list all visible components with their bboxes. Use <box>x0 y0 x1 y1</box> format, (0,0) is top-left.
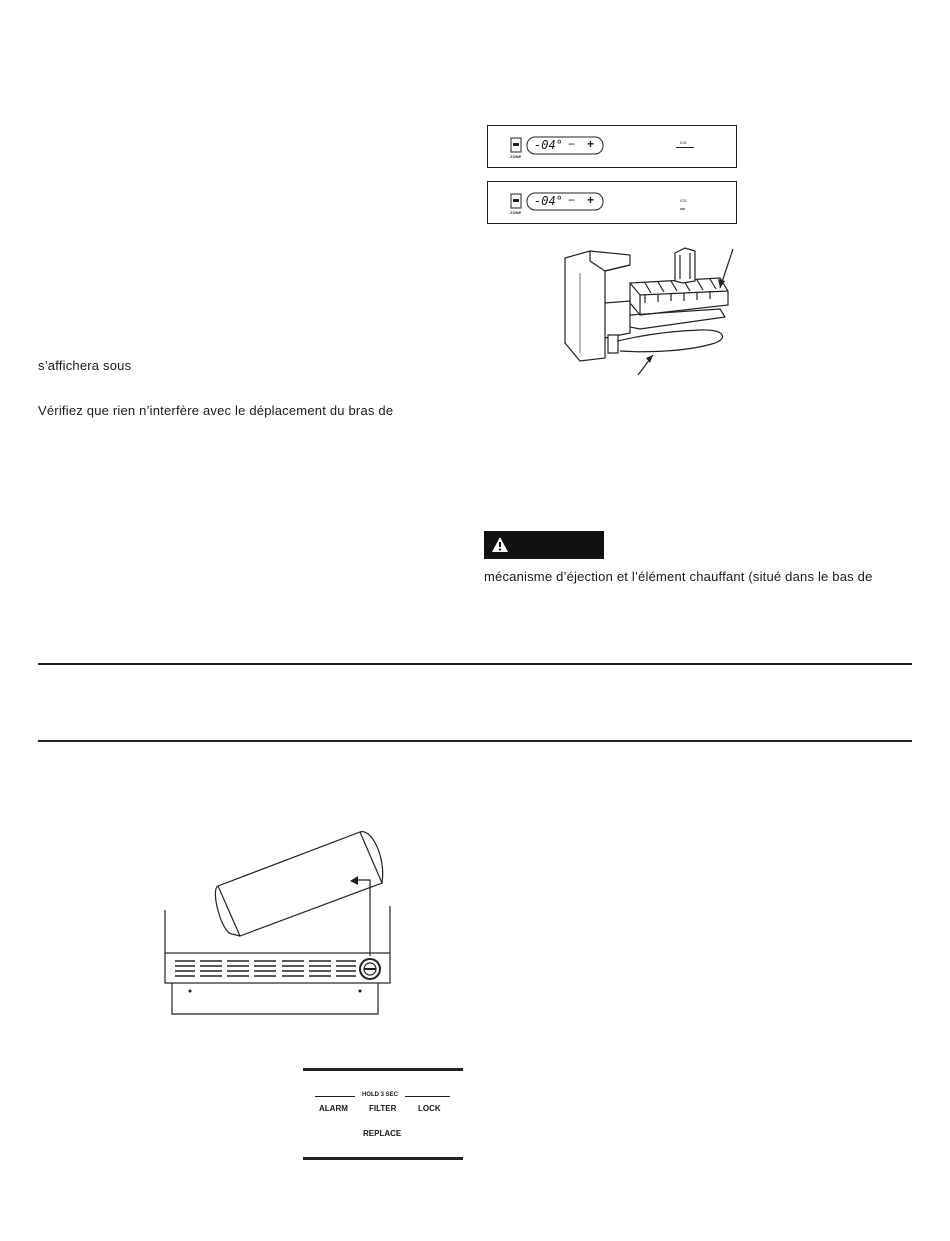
replace-indicator: REPLACE <box>363 1129 402 1138</box>
hold-line-right <box>405 1096 450 1097</box>
alarm-button[interactable]: ALARM <box>319 1104 348 1113</box>
temp-readout-2: -04° <box>534 194 563 208</box>
section-divider-top <box>38 663 912 665</box>
plus-button-2[interactable]: + <box>587 193 595 207</box>
display-panel-1-drawing <box>488 126 736 167</box>
instruction-text-2: Vérifiez que rien n’interfère avec le déplacement du bras de <box>38 403 394 418</box>
hold-label: HOLD 3 SEC <box>362 1092 399 1098</box>
ice-label-2: ICE <box>680 198 687 203</box>
display-panel-1 <box>487 125 737 168</box>
ice-label-1: ICE <box>680 140 687 145</box>
warning-triangle-icon <box>491 536 509 553</box>
display-panel-2 <box>487 181 737 224</box>
zone-label-2: ZONE <box>510 210 522 215</box>
zone-label-1: ZONE <box>510 154 522 159</box>
warning-banner <box>484 531 604 559</box>
minus-button-1[interactable]: − <box>568 137 576 151</box>
temp-readout-1: -04° <box>534 138 563 152</box>
control-panel-top-border <box>303 1068 463 1071</box>
control-panel-bottom-border <box>303 1157 463 1160</box>
filter-button[interactable]: FILTER <box>369 1104 397 1113</box>
instruction-text-1: s’affichera sous <box>38 358 132 373</box>
ice-maker-illustration <box>550 243 750 378</box>
plus-button-1[interactable]: + <box>587 137 595 151</box>
ice-indicator-line <box>676 147 694 148</box>
lock-button[interactable]: LOCK <box>418 1104 441 1113</box>
section-divider-bottom <box>38 740 912 742</box>
display-panel-2-drawing <box>488 182 736 223</box>
minus-button-2[interactable]: − <box>568 193 576 207</box>
hold-line-left <box>315 1096 355 1097</box>
water-filter-illustration <box>160 828 400 1018</box>
instruction-text-3: mécanisme d’éjection et l’élément chauffant (situé dans le bas de <box>484 569 873 584</box>
